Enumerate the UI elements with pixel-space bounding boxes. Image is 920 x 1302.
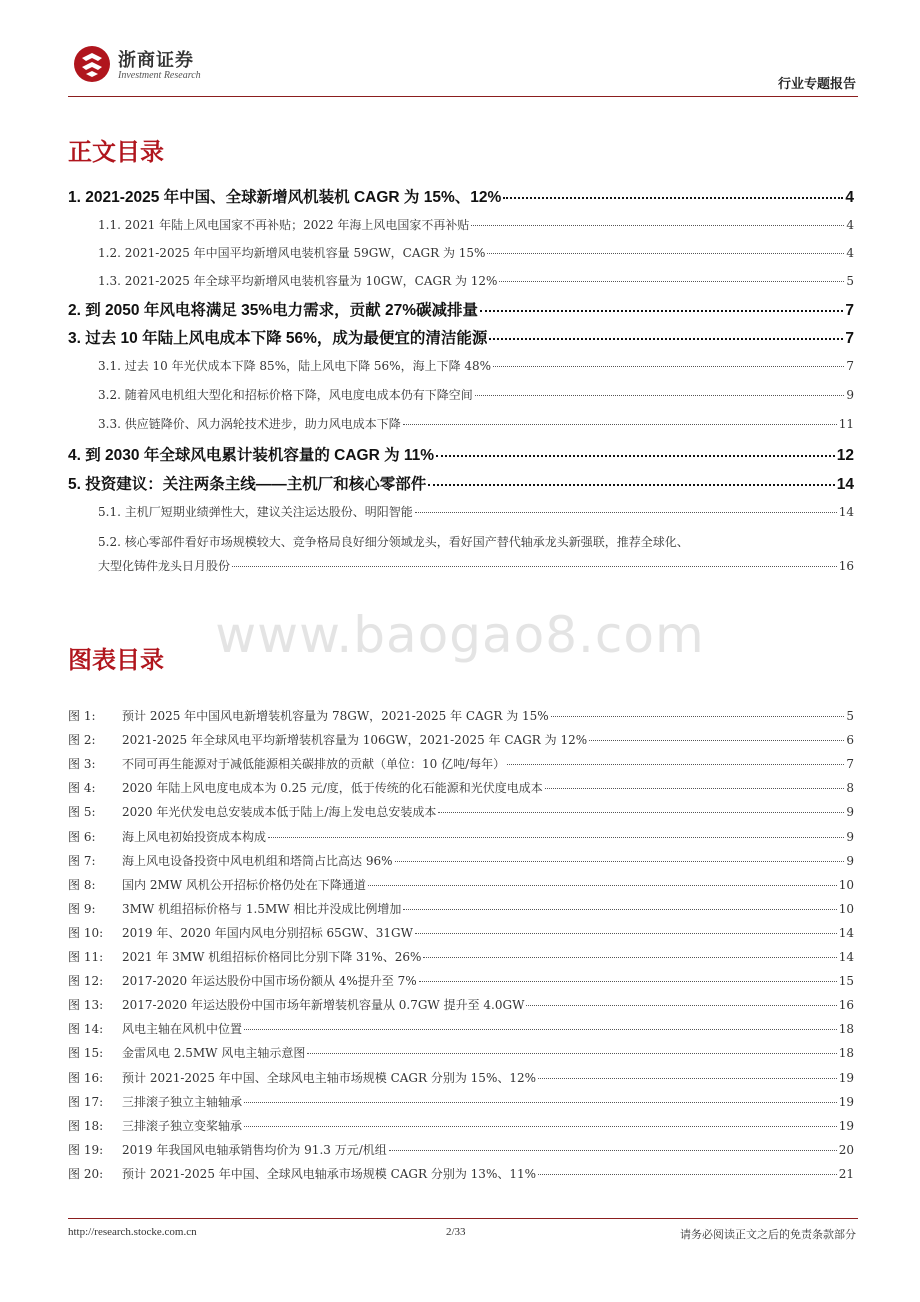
toc-item[interactable] xyxy=(98,503,854,520)
figure-page: 9 xyxy=(846,853,854,868)
dot-leader xyxy=(551,716,845,717)
figure-list-item[interactable] xyxy=(68,1117,854,1134)
figure-page: 14 xyxy=(838,950,854,964)
toc-item-page: 5 xyxy=(846,274,854,288)
figure-page: 18 xyxy=(838,1022,854,1037)
figure-page: 19 xyxy=(838,1118,854,1133)
figure-label: 预计 2021-2025 年中国、全球风电主轴市场规模 CAGR 分别为 15%、12% xyxy=(122,1070,537,1085)
figure-number: 图 3: xyxy=(68,757,96,772)
figure-page: 8 xyxy=(846,781,854,796)
figure-number: 图 11: xyxy=(68,950,104,964)
figure-list-item[interactable] xyxy=(68,852,854,869)
toc-item-label: 1.2. 2021-2025 年中国平均新增风电装机容量 59GW，CAGR 为 15% xyxy=(98,246,486,260)
dot-leader xyxy=(423,957,836,958)
dot-leader xyxy=(507,764,844,765)
figure-list-item[interactable] xyxy=(68,803,854,820)
dot-leader xyxy=(436,455,835,457)
figure-number: 图 1: xyxy=(68,709,96,723)
dot-leader xyxy=(503,197,843,199)
figure-label: 三排滚子独立变桨轴承 xyxy=(122,1118,243,1133)
toc-item[interactable] xyxy=(68,326,854,348)
figure-list-item[interactable] xyxy=(68,707,854,724)
figure-page: 16 xyxy=(838,998,854,1013)
dot-leader xyxy=(389,1150,837,1151)
figure-number: 图 5: xyxy=(68,805,96,820)
figure-label: 2021 年 3MW 机组招标价格同比分别下降 31%、26% xyxy=(122,950,422,964)
toc-item-page: 7 xyxy=(845,330,854,347)
figure-label: 2020 年光伏发电总安装成本低于陆上/海上发电总安装成本 xyxy=(122,805,437,820)
figure-list-item[interactable] xyxy=(68,900,854,917)
dot-leader xyxy=(415,512,837,513)
figure-list-item[interactable] xyxy=(68,1020,854,1037)
figure-number: 图 20: xyxy=(68,1166,104,1181)
toc-item-page: 9 xyxy=(846,388,854,402)
figure-label: 2017-2020 年运达股份中国市场年新增装机容量从 0.7GW 提升至 4.0GW xyxy=(122,998,525,1013)
figure-number: 图 16: xyxy=(68,1070,104,1085)
figure-number: 图 10: xyxy=(68,925,104,940)
figure-list-item[interactable] xyxy=(68,876,854,893)
figure-label: 3MW 机组招标价格与 1.5MW 相比并没成比例增加 xyxy=(122,901,402,916)
dot-leader xyxy=(244,1102,837,1103)
figure-number: 图 19: xyxy=(68,1142,104,1157)
footer-disclaimer: 请务必阅读正文之后的免责条款部分 xyxy=(680,1228,856,1241)
figure-list-item[interactable] xyxy=(68,1044,854,1061)
toc-item[interactable] xyxy=(98,244,854,261)
dot-leader xyxy=(471,225,844,226)
logo-mark-icon xyxy=(72,44,112,84)
dot-leader xyxy=(438,812,844,813)
figure-page: 9 xyxy=(846,829,854,844)
company-logo xyxy=(68,40,248,90)
toc-item-label: 3.1. 过去 10 年光伏成本下降 85%，陆上风电下降 56%，海上下降 48% xyxy=(98,359,492,373)
figure-list-item[interactable] xyxy=(68,779,854,796)
toc-item-page: 7 xyxy=(846,359,854,373)
logo-name-en: Investment Research xyxy=(118,70,201,81)
dot-leader xyxy=(499,281,844,282)
toc-item[interactable] xyxy=(68,443,854,465)
toc-item-label: 3. 过去 10 年陆上风电成本下降 56%，成为最便宜的清洁能源 xyxy=(68,330,488,347)
figure-number: 图 12: xyxy=(68,974,104,989)
footer-url[interactable]: http://research.stocke.com.cn xyxy=(68,1226,197,1238)
toc-item-page: 16 xyxy=(838,559,854,573)
figure-label: 国内 2MW 风机公开招标价格仍处在下降通道 xyxy=(122,877,366,892)
figure-label: 海上风电设备投资中风电机组和塔筒占比高达 96% xyxy=(122,853,393,868)
toc-item-page: 12 xyxy=(836,447,854,464)
figure-number: 图 18: xyxy=(68,1118,104,1133)
dot-leader xyxy=(538,1174,837,1175)
figure-label: 2017-2020 年运达股份中国市场份额从 4%提升至 7% xyxy=(122,974,417,989)
toc-item[interactable] xyxy=(98,415,854,432)
dot-leader xyxy=(395,861,845,862)
figure-list-item[interactable] xyxy=(68,828,854,845)
footer-divider xyxy=(68,1218,858,1219)
dot-leader xyxy=(526,1005,836,1006)
figure-number: 图 9: xyxy=(68,901,96,916)
figure-label: 2021-2025 年全球风电平均新增装机容量为 106GW，2021-2025 年 CAGR 为 12% xyxy=(122,733,588,748)
figure-list-item[interactable] xyxy=(68,996,854,1013)
toc-item-label: 4. 到 2030 年全球风电累计装机容量的 CAGR 为 11% xyxy=(68,447,435,464)
dot-leader xyxy=(487,253,844,254)
figure-label: 金雷风电 2.5MW 风电主轴示意图 xyxy=(122,1046,306,1061)
figure-page: 19 xyxy=(838,1094,854,1109)
toc-item[interactable] xyxy=(98,357,854,374)
watermark: www.baogao8.com xyxy=(215,606,705,664)
dot-leader xyxy=(538,1078,837,1079)
toc-item-page: 4 xyxy=(846,246,854,260)
figure-page: 6 xyxy=(846,733,854,748)
dot-leader xyxy=(475,395,845,396)
figure-page: 5 xyxy=(846,709,854,723)
toc-item[interactable] xyxy=(98,272,854,289)
toc-item-page: 11 xyxy=(838,417,854,431)
toc-item-page: 14 xyxy=(838,505,854,519)
figure-label: 2019 年、2020 年国内风电分别招标 65GW、31GW xyxy=(122,925,413,940)
dot-leader xyxy=(415,933,837,934)
toc-item[interactable] xyxy=(98,216,854,233)
page-header xyxy=(68,40,858,97)
toc-item-label: 3.3. 供应链降价、风力涡轮技术进步，助力风电成本下降 xyxy=(98,417,401,431)
toc-item-wrapped-line[interactable]: 5.2. 核心零部件看好市场规模较大、竞争格局良好细分领域龙头，看好国产替代轴承龙头新强联，推荐全球化、 xyxy=(98,535,689,549)
dot-leader xyxy=(545,788,845,789)
figure-number: 图 7: xyxy=(68,853,96,868)
figure-page: 9 xyxy=(846,805,854,820)
figure-page: 20 xyxy=(838,1142,854,1157)
toc-item-page: 4 xyxy=(846,218,854,232)
figure-number: 图 8: xyxy=(68,877,96,892)
toc-item-label: 大型化铸件龙头日月股份 xyxy=(98,559,231,573)
dot-leader xyxy=(419,981,837,982)
toc-item-label: 2. 到 2050 年风电将满足 35%电力需求，贡献 27%碳减排量 xyxy=(68,302,478,319)
toc-item-label: 1.1. 2021 年陆上风电国家不再补贴；2022 年海上风电国家不再补贴 xyxy=(98,218,470,232)
figure-number: 图 2: xyxy=(68,733,96,748)
figure-list-item[interactable] xyxy=(68,924,854,941)
dot-leader xyxy=(589,740,844,741)
figure-label: 风电主轴在风机中位置 xyxy=(122,1022,243,1037)
figure-number: 图 4: xyxy=(68,781,96,796)
figure-page: 21 xyxy=(838,1166,854,1181)
dot-leader xyxy=(368,885,837,886)
toc-item-label: 5.1. 主机厂短期业绩弹性大，建议关注运达股份、明阳智能 xyxy=(98,505,413,519)
logo-name-cn: 浙商证券 xyxy=(118,50,194,71)
dot-leader xyxy=(403,424,837,425)
figure-page: 19 xyxy=(838,1070,854,1085)
figure-list-item[interactable] xyxy=(68,1069,854,1086)
toc-item-label: 1.3. 2021-2025 年全球平均新增风电装机容量为 10GW，CAGR 为 12% xyxy=(98,274,498,288)
dot-leader xyxy=(244,1126,837,1127)
figure-page: 14 xyxy=(838,925,854,940)
toc-item-label: 3.2. 随着风电机组大型化和招标价格下降，风电度电成本仍有下降空间 xyxy=(98,388,473,402)
toc-item-page: 4 xyxy=(845,189,854,206)
figure-label: 预计 2021-2025 年中国、全球风电轴承市场规模 CAGR 分别为 13%、11% xyxy=(122,1166,537,1181)
figure-list-item[interactable] xyxy=(68,1141,854,1158)
dot-leader xyxy=(489,338,843,340)
dot-leader xyxy=(480,310,843,312)
toc-title: 正文目录 xyxy=(68,138,164,166)
toc-item[interactable] xyxy=(68,298,854,320)
figure-list-item[interactable] xyxy=(68,1165,854,1182)
toc-item-page: 14 xyxy=(836,476,854,493)
footer-page-number: 2/33 xyxy=(446,1226,466,1238)
toc-item-page: 7 xyxy=(845,302,854,319)
figure-label: 2020 年陆上风电度电成本为 0.25 元/度，低于传统的化石能源和光伏度电成本 xyxy=(122,781,543,796)
figure-number: 图 13: xyxy=(68,998,104,1013)
figure-number: 图 15: xyxy=(68,1046,104,1061)
figure-label: 海上风电初始投资成本构成 xyxy=(122,829,267,844)
toc-item-label: 5. 投资建议：关注两条主线——主机厂和核心零部件 xyxy=(68,476,427,493)
figure-list-item[interactable] xyxy=(68,948,854,965)
dot-leader xyxy=(493,366,844,367)
figure-label: 预计 2025 年中国风电新增装机容量为 78GW，2021-2025 年 CAGR 为 15% xyxy=(122,709,549,723)
dot-leader xyxy=(428,484,835,486)
toc-item[interactable] xyxy=(68,472,854,494)
figure-label: 三排滚子独立主轴轴承 xyxy=(122,1094,243,1109)
dot-leader xyxy=(268,837,844,838)
figure-page: 10 xyxy=(838,877,854,892)
figure-number: 图 17: xyxy=(68,1094,104,1109)
dot-leader xyxy=(232,566,837,567)
toc-item[interactable] xyxy=(98,557,854,574)
figure-page: 15 xyxy=(838,974,854,989)
figure-number: 图 6: xyxy=(68,829,96,844)
toc-item[interactable] xyxy=(68,185,854,207)
dot-leader xyxy=(244,1029,837,1030)
figure-list-item[interactable] xyxy=(68,755,854,772)
toc-item-label: 1. 2021-2025 年中国、全球新增风机装机 CAGR 为 15%、12% xyxy=(68,189,502,206)
figures-title: 图表目录 xyxy=(68,646,164,674)
figure-label: 不同可再生能源对于减低能源相关碳排放的贡献（单位：10 亿吨/每年） xyxy=(122,757,506,772)
figure-label: 2019 年我国风电轴承销售均价为 91.3 万元/机组 xyxy=(122,1142,387,1157)
dot-leader xyxy=(307,1053,836,1054)
figure-number: 图 14: xyxy=(68,1022,104,1037)
figure-page: 7 xyxy=(846,757,854,772)
figure-page: 18 xyxy=(838,1046,854,1061)
dot-leader xyxy=(403,909,836,910)
figure-page: 10 xyxy=(838,901,854,916)
report-type: 行业专题报告 xyxy=(777,77,856,92)
figure-list-item[interactable] xyxy=(68,972,854,989)
figure-list-item[interactable] xyxy=(68,731,854,748)
toc-item[interactable] xyxy=(98,386,854,403)
figure-list-item[interactable] xyxy=(68,1093,854,1110)
